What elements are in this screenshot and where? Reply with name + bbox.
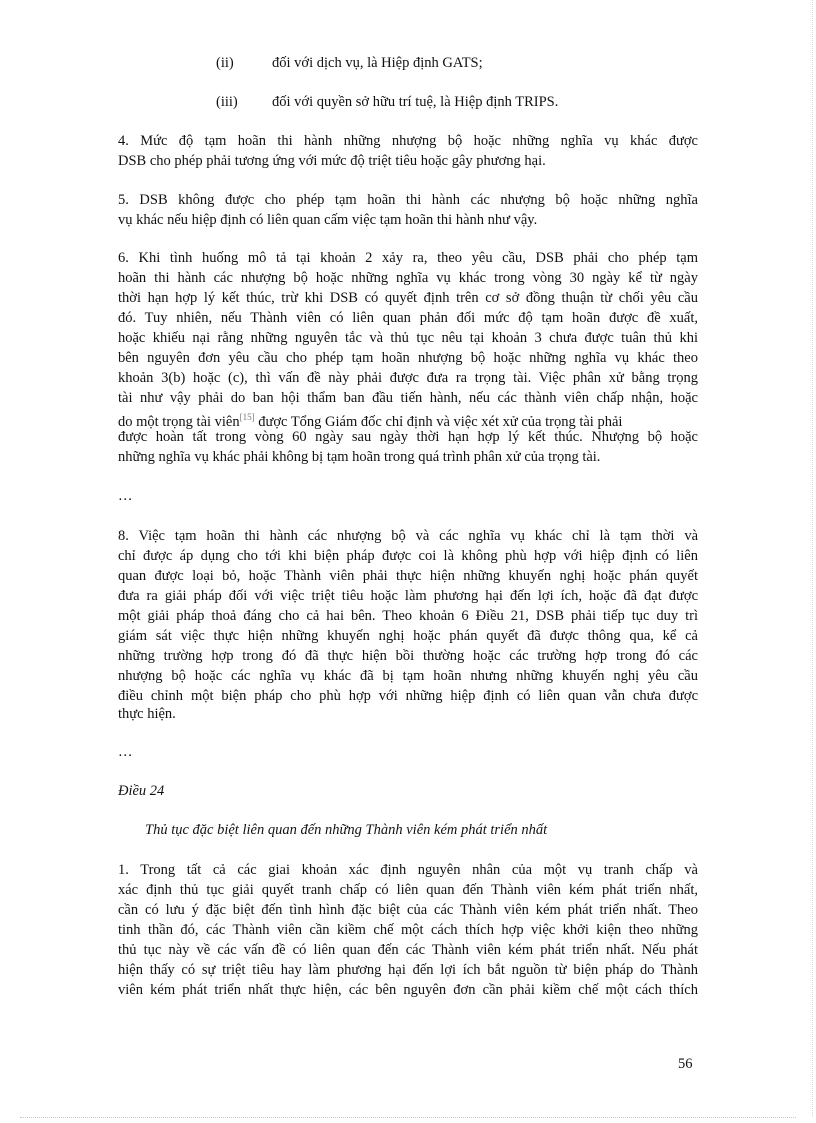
list-item-number: (iii) bbox=[216, 94, 238, 110]
paragraph-8-line: thực hiện. bbox=[118, 706, 176, 722]
paragraph-4-line: DSB cho phép phải tương ứng với mức độ triệt tiêu hoặc gây phương hại. bbox=[118, 153, 546, 169]
paragraph-8-line: quan được loại bỏ, hoặc Thành viên phải thực hiện những khuyến nghị hoặc phán quyết bbox=[118, 568, 698, 584]
paragraph-8-line: đưa ra giải pháp đối với việc triệt tiêu hoặc làm phương hại đến lợi ích, hoặc đã đạt được bbox=[118, 588, 698, 604]
article-paragraph-1-line: 1. Trong tất cả các giai khoản xác định nguyên nhân của một vụ tranh chấp và bbox=[118, 862, 698, 878]
paragraph-6-line: bên nguyên đơn yêu cầu cho phép tạm hoãn nhượng bộ hoặc những nghĩa vụ khác theo bbox=[118, 350, 698, 366]
article-paragraph-1-line: thủ tục này về các vấn đề có liên quan đến các Thành viên kém phát triển nhất. Nếu phát bbox=[118, 942, 698, 958]
paragraph-8-line: chỉ được áp dụng cho tới khi biện pháp được coi là không phù hợp với hiệp định có liên bbox=[118, 548, 698, 564]
page-number: 56 bbox=[678, 1056, 693, 1072]
paragraph-5-line: vụ khác nếu hiệp định có liên quan cấm việc tạm hoãn thi hành như vậy. bbox=[118, 212, 538, 228]
ellipsis: … bbox=[118, 744, 133, 760]
paragraph-8-line: 8. Việc tạm hoãn thi hành các nhượng bộ và các nghĩa vụ khác chỉ là tạm thời và bbox=[118, 528, 698, 544]
footnote-reference[interactable]: [15] bbox=[239, 412, 255, 422]
paragraph-6-text: do một trọng tài viên bbox=[118, 413, 240, 430]
paragraph-6-line: thời hạn hợp lý kết thúc, trừ khi DSB có quyết định trên cơ sở đồng thuận từ chối yêu cầu bbox=[118, 290, 698, 306]
article-subtitle: Thủ tục đặc biệt liên quan đến những Thành viên kém phát triển nhất bbox=[145, 822, 548, 838]
paragraph-6-line: hoãn thi hành các nhượng bộ hoặc những nghĩa vụ khác trong vòng 30 ngày kể từ ngày bbox=[118, 270, 698, 286]
paragraph-6-line: tài như vậy phải do ban hội thẩm ban đầu tiến hành, nếu các thành viên chấp nhận, hoặc bbox=[118, 390, 698, 406]
paragraph-8-line: nhượng bộ hoặc các nghĩa vụ khác đã bị tạm hoãn nhưng những khuyến nghị yêu cầu bbox=[118, 668, 698, 684]
list-item-number: (ii) bbox=[216, 55, 234, 71]
paragraph-8-line: giám sát việc thực hiện những khuyến nghị hoặc phán quyết đã được thông qua, kể cả bbox=[118, 628, 698, 644]
paragraph-6-line-with-footnote bbox=[118, 407, 698, 430]
page-right-border bbox=[812, 0, 813, 1117]
list-item-text: đối với dịch vụ, là Hiệp định GATS; bbox=[272, 55, 483, 71]
article-paragraph-1-line: tinh thần đó, các Thành viên cần kiềm chế một cách thích hợp việc khởi kiện theo những bbox=[118, 922, 698, 938]
paragraph-6-line: những nghĩa vụ khác phải không bị tạm hoãn trong quá trình phân xử của trọng tài. bbox=[118, 449, 601, 465]
paragraph-6-line: được hoàn tất trong vòng 60 ngày sau ngày thời hạn hợp lý kết thúc. Nhượng bộ hoặc bbox=[118, 429, 698, 445]
article-title: Điều 24 bbox=[118, 783, 165, 799]
list-item-text: đối với quyền sở hữu trí tuệ, là Hiệp định TRIPS. bbox=[272, 94, 559, 110]
paragraph-4-line: 4. Mức độ tạm hoãn thi hành những nhượng bộ hoặc những nghĩa vụ khác được bbox=[118, 133, 698, 149]
paragraph-5-line: 5. DSB không được cho phép tạm hoãn thi hành các nhượng bộ hoặc những nghĩa bbox=[118, 192, 698, 208]
paragraph-6-line: khoản 3(b) hoặc (c), thì vấn đề này phải được đưa ra trọng tài. Việc phân xử bằng trọng bbox=[118, 370, 698, 386]
paragraph-6-line: hoặc khiếu nại rằng những nguyên tắc và thủ tục nêu tại khoản 3 chưa được tuân thủ khi bbox=[118, 330, 698, 346]
article-paragraph-1-line: cần có lưu ý đặc biệt đến tình hình đặc biệt của các Thành viên kém phát triển nhất. Theo bbox=[118, 902, 698, 918]
paragraph-6-line: đó. Tuy nhiên, nếu Thành viên có liên quan phản đối mức độ tạm hoãn được đề xuất, bbox=[118, 310, 698, 326]
paragraph-8-line: điều chỉnh một biện pháp cho phù hợp với những hiệp định có liên quan vẫn chưa được bbox=[118, 688, 698, 704]
paragraph-8-line: những trường hợp trong đó đã thực hiện bồi thường hoặc các trường hợp trong đó các bbox=[118, 648, 698, 664]
paragraph-8-line: một giải pháp thoả đáng cho cả hai bên. Theo khoản 6 Điều 21, DSB phải tiếp tục duy trì bbox=[118, 608, 698, 624]
article-paragraph-1-line: viên kém phát triển nhất thực hiện, các bên nguyên đơn cần phải kiềm chế một cách thích bbox=[118, 982, 698, 998]
paragraph-6-line: 6. Khi tình huống mô tả tại khoản 2 xảy ra, theo yêu cầu, DSB phải cho phép tạm bbox=[118, 250, 698, 266]
page-bottom-border bbox=[20, 1117, 796, 1118]
paragraph-6-text: được Tổng Giám đốc chỉ định và việc xét xử của trọng tài phải bbox=[254, 413, 623, 430]
ellipsis: … bbox=[118, 488, 133, 504]
article-paragraph-1-line: xác định thủ tục giải quyết tranh chấp có liên quan đến Thành viên kém phát triển nhất, bbox=[118, 882, 698, 898]
article-paragraph-1-line: hiện thấy có sự triệt tiêu hay làm phương hại đến lợi ích bắt nguồn từ biện pháp do Thành bbox=[118, 962, 698, 978]
